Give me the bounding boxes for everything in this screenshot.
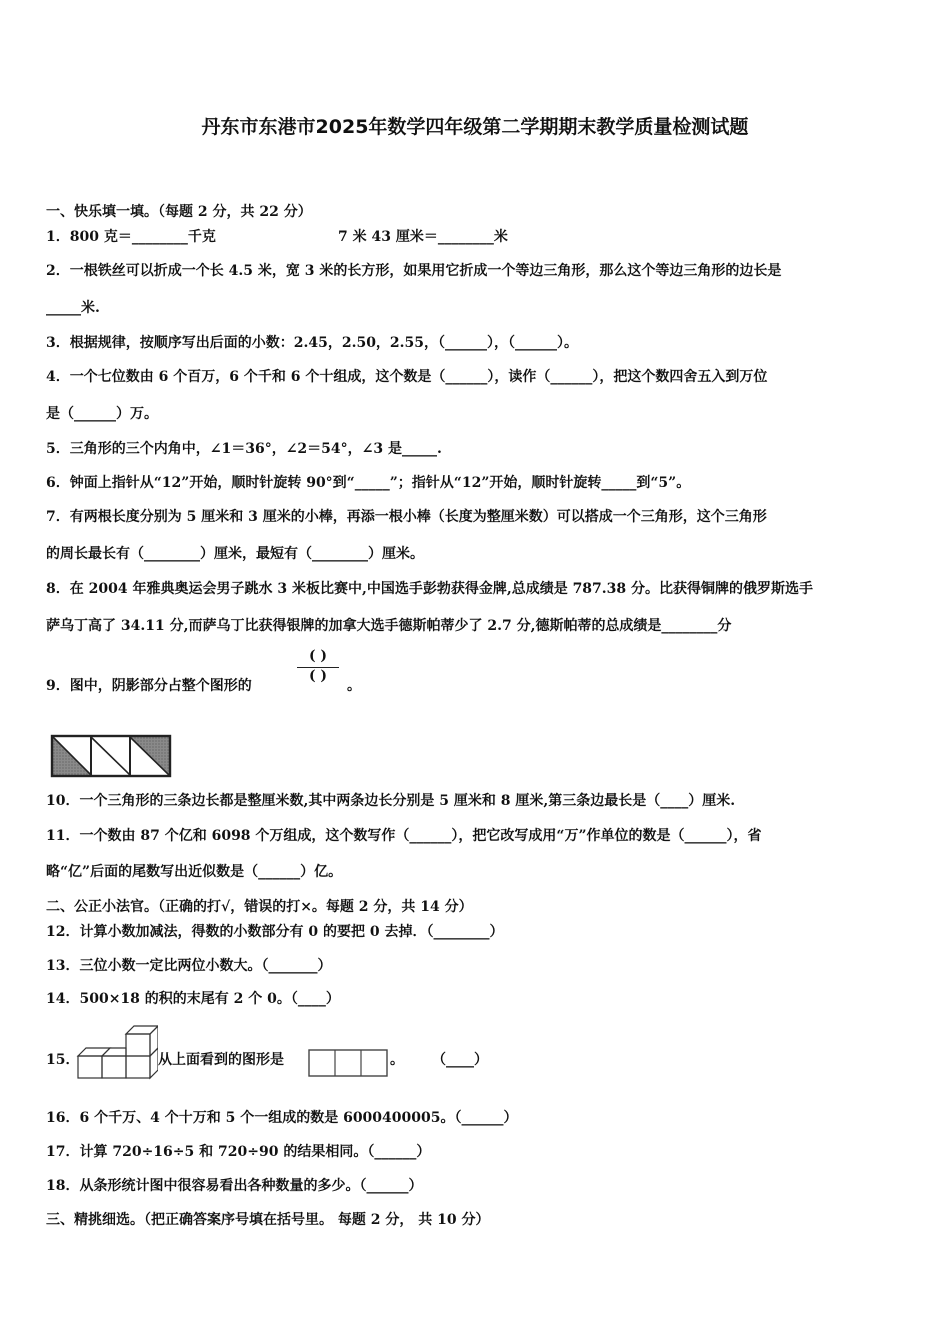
question-4-cont: 是（______）万。: [46, 406, 158, 422]
q9-suffix: 。: [347, 678, 361, 694]
section-2-heading: 二、公正小法官。（正确的打√，错误的打×。每题 2 分，共 14 分）: [46, 899, 473, 915]
question-10: 10．一个三角形的三条边长都是整厘米数,其中两条边长分别是 5 厘米和 8 厘米,第三条边最长是（____）厘米.: [46, 793, 736, 809]
question-7-cont: 的周长最长有（________）厘米，最短有（________）厘米。: [46, 546, 424, 562]
q15-answer-blank: （____）: [432, 1052, 488, 1068]
question-2-cont: _____米.: [46, 300, 100, 316]
question-18: 18．从条形统计图中很容易看出各种数量的多少。（______）: [46, 1178, 423, 1194]
section-3-heading: 三、精挑细选。（把正确答案序号填在括号里。 每题 2 分， 共 10 分）: [46, 1212, 490, 1228]
question-7: 7．有两根长度分别为 5 厘米和 3 厘米的小棒，再添一根小棒（长度为整厘米数）可以搭成一个三角形，这个三角形: [46, 509, 767, 525]
q9-denominator: ( ): [308, 668, 328, 684]
question-5: 5．三角形的三个内角中，∠1＝36°，∠2＝54°，∠3 是_____.: [46, 441, 442, 457]
question-15-number: 15．: [46, 1052, 80, 1068]
section-1-heading: 一、快乐填一填。（每题 2 分，共 22 分）: [46, 204, 312, 220]
diagonal-line: [91, 737, 130, 775]
question-16: 16．6 个千万、4 个十万和 5 个一组成的数是 6000400005。（______）: [46, 1110, 518, 1126]
question-8: 8．在 2004 年雅典奥运会男子跳水 3 米板比赛中,中国选手彭勃获得金牌,总成绩是 787.38 分。比获得铜牌的俄罗斯选手: [46, 581, 814, 597]
question-9: 9．图中，阴影部分占整个图形的: [46, 678, 252, 694]
question-11: 11．一个数由 87 个亿和 6098 个万组成，这个数写作（______），把它改写成用“万”作单位的数是（______），省: [46, 828, 762, 844]
q9-numerator: ( ): [308, 648, 328, 664]
q15-top-view-grid: [308, 1048, 388, 1078]
question-2: 2．一根铁丝可以折成一个长 4.5 米，宽 3 米的长方形，如果用它折成一个等边三角形，那么这个等边三角形的边长是: [46, 263, 782, 279]
question-1b: 7 米 43 厘米＝________米: [338, 229, 508, 245]
q15-question-text: 从上面看到的图形是: [158, 1052, 284, 1068]
q9-shaded-rectangles-figure: [50, 734, 172, 778]
q15-period: 。: [390, 1052, 404, 1068]
question-11-cont: 略“亿”后面的尾数写出近似数是（______）亿。: [46, 864, 343, 880]
question-13: 13．三位小数一定比两位小数大。（_______）: [46, 958, 332, 974]
q15-cube-stack-figure: [76, 1021, 158, 1081]
q9-fraction: [291, 648, 345, 684]
question-1a: 1．800 克＝________千克: [46, 229, 216, 245]
question-12: 12．计算小数加减法，得数的小数部分有 0 的要把 0 去掉．（________）: [46, 924, 504, 940]
question-14: 14．500×18 的积的末尾有 2 个 0。（____）: [46, 991, 340, 1007]
question-8-cont: 萨乌丁高了 34.11 分,而萨乌丁比获得银牌的加拿大选手德斯帕蒂少了 2.7 分,德斯帕蒂的总成绩是________分: [46, 618, 732, 634]
question-3: 3．根据规律，按顺序写出后面的小数：2.45，2.50，2.55，（______），（______）。: [46, 335, 579, 351]
question-6: 6．钟面上指针从“12”开始，顺时针旋转 90°到“_____”；指针从“12”开始，顺时针旋转_____到“5”。: [46, 475, 691, 491]
page-title: 丹东市东港市2025年数学四年级第二学期期末教学质量检测试题: [201, 116, 749, 138]
question-17: 17．计算 720÷16÷5 和 720÷90 的结果相同。（______）: [46, 1144, 431, 1160]
question-4: 4．一个七位数由 6 个百万，6 个千和 6 个十组成，这个数是（______），读作（______），把这个数四舍五入到万位: [46, 369, 768, 385]
